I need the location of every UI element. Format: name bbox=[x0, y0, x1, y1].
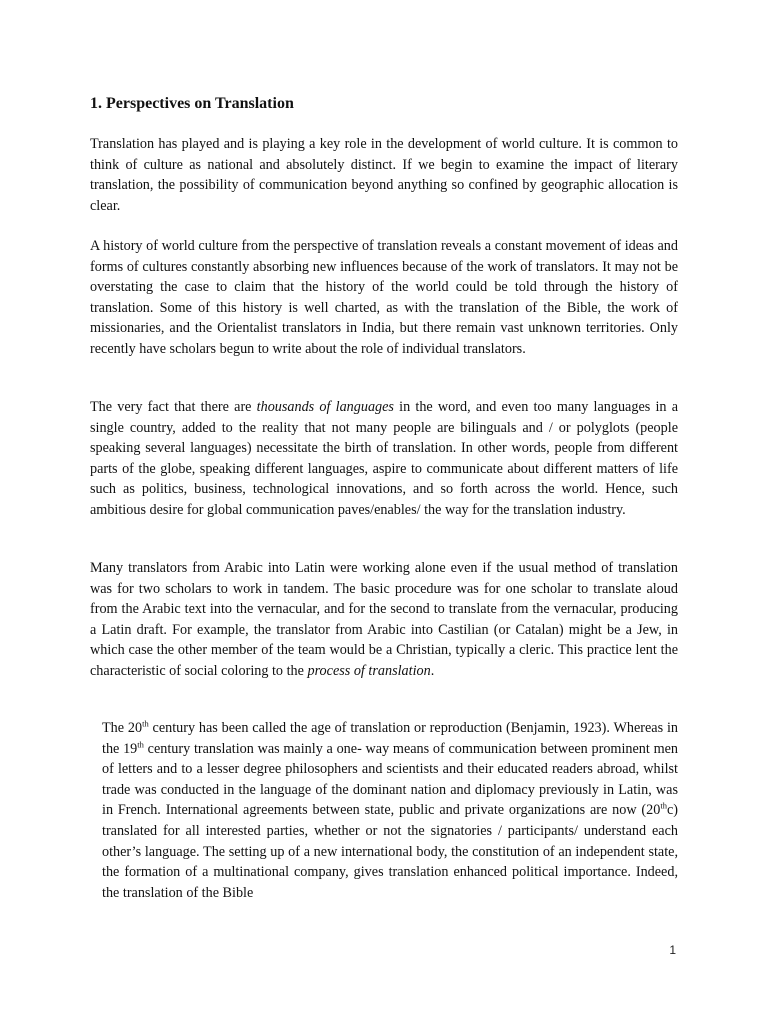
paragraph-3-emphasis: thousands of languages bbox=[256, 399, 394, 415]
paragraph-1: Translation has played and is playing a key role in the development of world culture. It is common to think of culture as national and absolutely distinct. If we begin to examine the impact of literary translation, the possibility of communication beyond anything so confined by geographic allocation is clear. bbox=[90, 136, 678, 214]
paragraph-5-text-4: c) translated for all interested parties, whether or not the signatories / participants/ understand each other’s language. The setting up of a new international body, the constitution of an independent state, the formation of a multinational company, gives translation enhanced political importance. Indeed, the translation of the Bible bbox=[102, 802, 678, 901]
paragraph-3-text-end: in the word, and even too many languages in a single country, added to the reality that not many people are bilinguals and / or polyglots (people speaking several languages) necessitate the birth of translation. In other words, people from different parts of the globe, speaking different languages, aspire to communicate about different matters of life such as politics, business, technological innovations, and so forth across the world. Hence, such ambitious desire for global communication paves/enables/ the way for the translation industry. bbox=[90, 399, 678, 518]
paragraph-5-text-1: The 20 bbox=[102, 720, 143, 736]
paragraph-4 bbox=[90, 558, 678, 682]
page-number: 1 bbox=[669, 943, 676, 957]
paragraph-3 bbox=[90, 397, 678, 521]
paragraph-4-text-start: Many translators from Arabic into Latin were working alone even if the usual method of translation was for two scholars to work in tandem. The basic procedure was for one scholar to translate aloud from the Arabic text into the vernacular, and for the second to translate from the vernacular, producing a Latin draft. For example, the translator from Arabic into Castilian (or Catalan) might be a Jew, in which case the other member of the team would be a Christian, typically a cleric. This practice lent the characteristic of social coloring to the bbox=[90, 560, 678, 679]
paragraph-5-superscript-3: th bbox=[660, 800, 667, 811]
paragraph-2: A history of world culture from the perspective of translation reveals a constant movement of ideas and forms of cultures constantly absorbing new influences because of the work of translators. It may not be overstating the case to claim that the history of the world could be told through the history of translation. Some of this history is well charted, as with the translation of the Bible, the work of missionaries, and the Orientalist translators in India, but there remain vast unknown territories. Only recently have scholars begun to write about the role of individual translators. bbox=[90, 238, 678, 357]
paragraph-5-superscript-2: th bbox=[137, 738, 144, 749]
section-heading: 1. Perspectives on Translation bbox=[90, 95, 294, 112]
paragraph-5-superscript-1: th bbox=[142, 718, 149, 729]
paragraph-4-text-end: . bbox=[430, 662, 435, 679]
paragraph-5 bbox=[102, 718, 678, 903]
paragraph-5-text-3: century translation was mainly a one- way means of communication between prominent men of letters and to a lesser degree philosophers and scientists and their educated readers abroad, whilst trade was conducted in the language of the dominant nation and diplomacy previously in Latin, was in French. International agreements between state, public and private organizations are now (20 bbox=[102, 740, 678, 819]
paragraph-3-text-start: The very fact that there are bbox=[90, 399, 257, 415]
paragraph-4-emphasis: process of translation bbox=[307, 662, 431, 679]
paragraph-5-text-2: century has been called the age of translation or reproduction (Benjamin, 1923). Whereas in the 19 bbox=[102, 720, 678, 757]
